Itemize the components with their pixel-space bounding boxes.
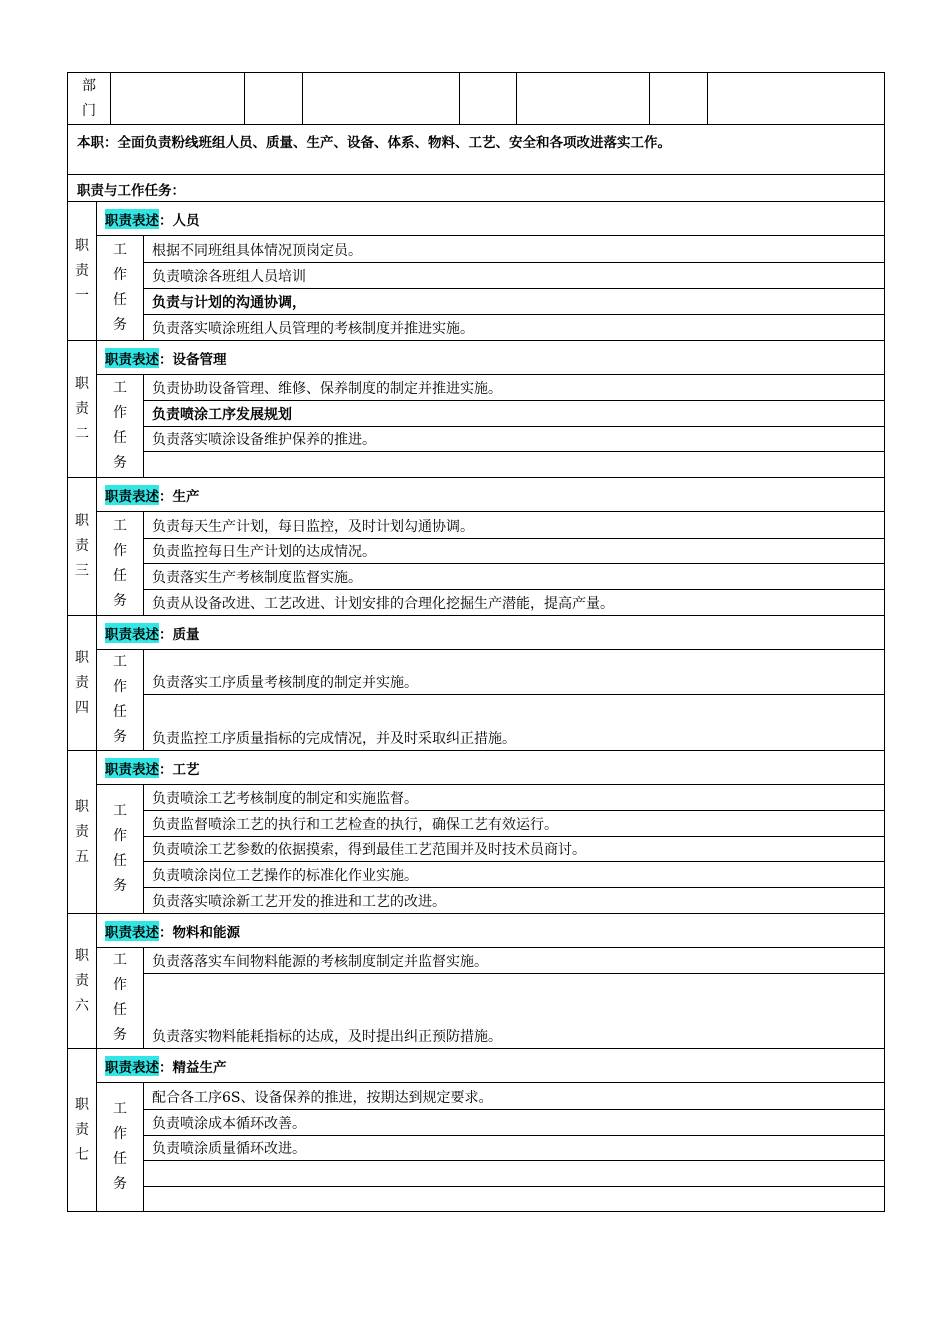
task-item: 负责落实喷涂设备维护保养的推进。 <box>144 426 884 451</box>
task-item: 配合各工序6S、设备保养的推进，按期达到规定要求。 <box>152 1090 493 1106</box>
task-item <box>144 1186 884 1211</box>
task-item: 负责监督喷涂工艺的执行和工艺检查的执行，确保工艺有效运行。 <box>144 810 884 836</box>
task-item: 负责从设备改进、工艺改进、计划安排的合理化挖掘生产潜能，提高产量。 <box>144 589 884 615</box>
task-label: 工 作 任 务 <box>97 785 144 913</box>
duty-title: ：物料和能源 <box>159 924 240 941</box>
duty-description <box>97 914 884 948</box>
duty-number: 职 责 二 <box>68 341 97 477</box>
department-cell[interactable] <box>459 73 516 124</box>
task-item: 负责喷涂工序发展规划 <box>144 400 884 426</box>
task-item: 负责落实工序质量考核制度的制定并实施。 <box>152 675 418 691</box>
duty-block-6 <box>67 913 885 1048</box>
section-title: 职责与工作任务： <box>77 183 185 199</box>
duty-block-3 <box>67 477 885 615</box>
duty-description-label: 职责表述 <box>105 485 159 505</box>
duty-number: 职 责 七 <box>68 1049 97 1211</box>
department-row <box>67 72 885 124</box>
duty-number: 职 责 三 <box>68 478 97 615</box>
task-label: 工 作 任 务 <box>97 236 144 340</box>
duty-description-label: 职责表述 <box>105 209 159 229</box>
duty-description-label: 职责表述 <box>105 921 159 941</box>
task-item: 负责落落实车间物料能源的考核制度制定并监督实施。 <box>152 954 488 970</box>
duty-description <box>97 202 884 236</box>
duty-block-4 <box>67 615 885 750</box>
task-item: 负责喷涂各班组人员培训 <box>144 262 884 288</box>
duty-block-1 <box>67 201 885 340</box>
task-item: 负责喷涂工艺考核制度的制定和实施监督。 <box>152 791 418 807</box>
task-label: 工 作 任 务 <box>97 375 144 477</box>
task-item: 负责每天生产计划，每日监控，及时计划勾通协调。 <box>152 519 474 535</box>
department-cell[interactable] <box>516 73 649 124</box>
task-label: 工 作 任 务 <box>97 948 144 1048</box>
duty-title: ：质量 <box>159 626 200 643</box>
task-label: 工 作 任 务 <box>97 512 144 615</box>
duty-number: 职 责 四 <box>68 616 97 750</box>
duty-title: ：人员 <box>159 212 200 229</box>
task-item: 负责监控每日生产计划的达成情况。 <box>144 538 884 563</box>
task-item: 负责落实喷涂班组人员管理的考核制度并推进实施。 <box>144 314 884 340</box>
task-item: 负责喷涂岗位工艺操作的标准化作业实施。 <box>144 861 884 887</box>
main-responsibility-row <box>67 124 885 174</box>
department-cell[interactable] <box>649 73 707 124</box>
main-responsibility-text: 本职：全面负责粉线班组人员、质量、生产、设备、体系、物料、工艺、安全和各项改进落实工作。 <box>77 135 671 151</box>
duty-description <box>97 1049 884 1083</box>
task-item: 负责喷涂成本循环改善。 <box>144 1109 884 1135</box>
section-title-row <box>67 174 885 201</box>
duty-title: ：工艺 <box>159 761 200 778</box>
department-cell[interactable] <box>302 73 459 124</box>
department-cell[interactable] <box>707 73 884 124</box>
duty-description-label: 职责表述 <box>105 348 159 368</box>
task-item: 负责落实喷涂新工艺开发的推进和工艺的改进。 <box>144 887 884 913</box>
duty-description-label: 职责表述 <box>105 1056 159 1076</box>
task-item: 负责落实生产考核制度监督实施。 <box>144 563 884 589</box>
task-item <box>144 451 884 477</box>
task-item: 负责协助设备管理、维修、保养制度的制定并推进实施。 <box>152 381 502 397</box>
department-cell[interactable] <box>244 73 302 124</box>
department-label: 部 门 <box>82 77 96 119</box>
duty-title: ：设备管理 <box>159 351 227 368</box>
task-item: 根据不同班组具体情况顶岗定员。 <box>152 243 362 259</box>
task-item: 负责监控工序质量指标的完成情况，并及时采取纠正措施。 <box>144 694 884 750</box>
duty-description <box>97 616 884 650</box>
task-item: 负责与计划的沟通协调， <box>144 288 884 314</box>
duty-title: ：生产 <box>159 488 200 505</box>
duty-description <box>97 751 884 785</box>
task-label: 工 作 任 务 <box>97 650 144 750</box>
task-item: 负责喷涂工艺参数的依据摸索，得到最佳工艺范围并及时技术员商讨。 <box>144 836 884 861</box>
duty-number: 职 责 一 <box>68 202 97 340</box>
task-item <box>144 1160 884 1186</box>
task-label: 工 作 任 务 <box>97 1083 144 1211</box>
duty-description-label: 职责表述 <box>105 623 159 643</box>
duty-block-5 <box>67 750 885 913</box>
department-cell[interactable] <box>110 73 244 124</box>
duty-title: ：精益生产 <box>159 1059 227 1076</box>
task-item: 负责喷涂质量循环改进。 <box>144 1135 884 1160</box>
duty-number: 职 责 六 <box>68 914 97 1048</box>
duty-description <box>97 341 884 375</box>
job-description-table <box>67 72 885 1212</box>
duty-description-label: 职责表述 <box>105 758 159 778</box>
duty-block-2 <box>67 340 885 477</box>
duty-description <box>97 478 884 512</box>
task-item: 负责落实物料能耗指标的达成，及时提出纠正预防措施。 <box>144 973 884 1048</box>
duty-block-7 <box>67 1048 885 1212</box>
duty-number: 职 责 五 <box>68 751 97 913</box>
